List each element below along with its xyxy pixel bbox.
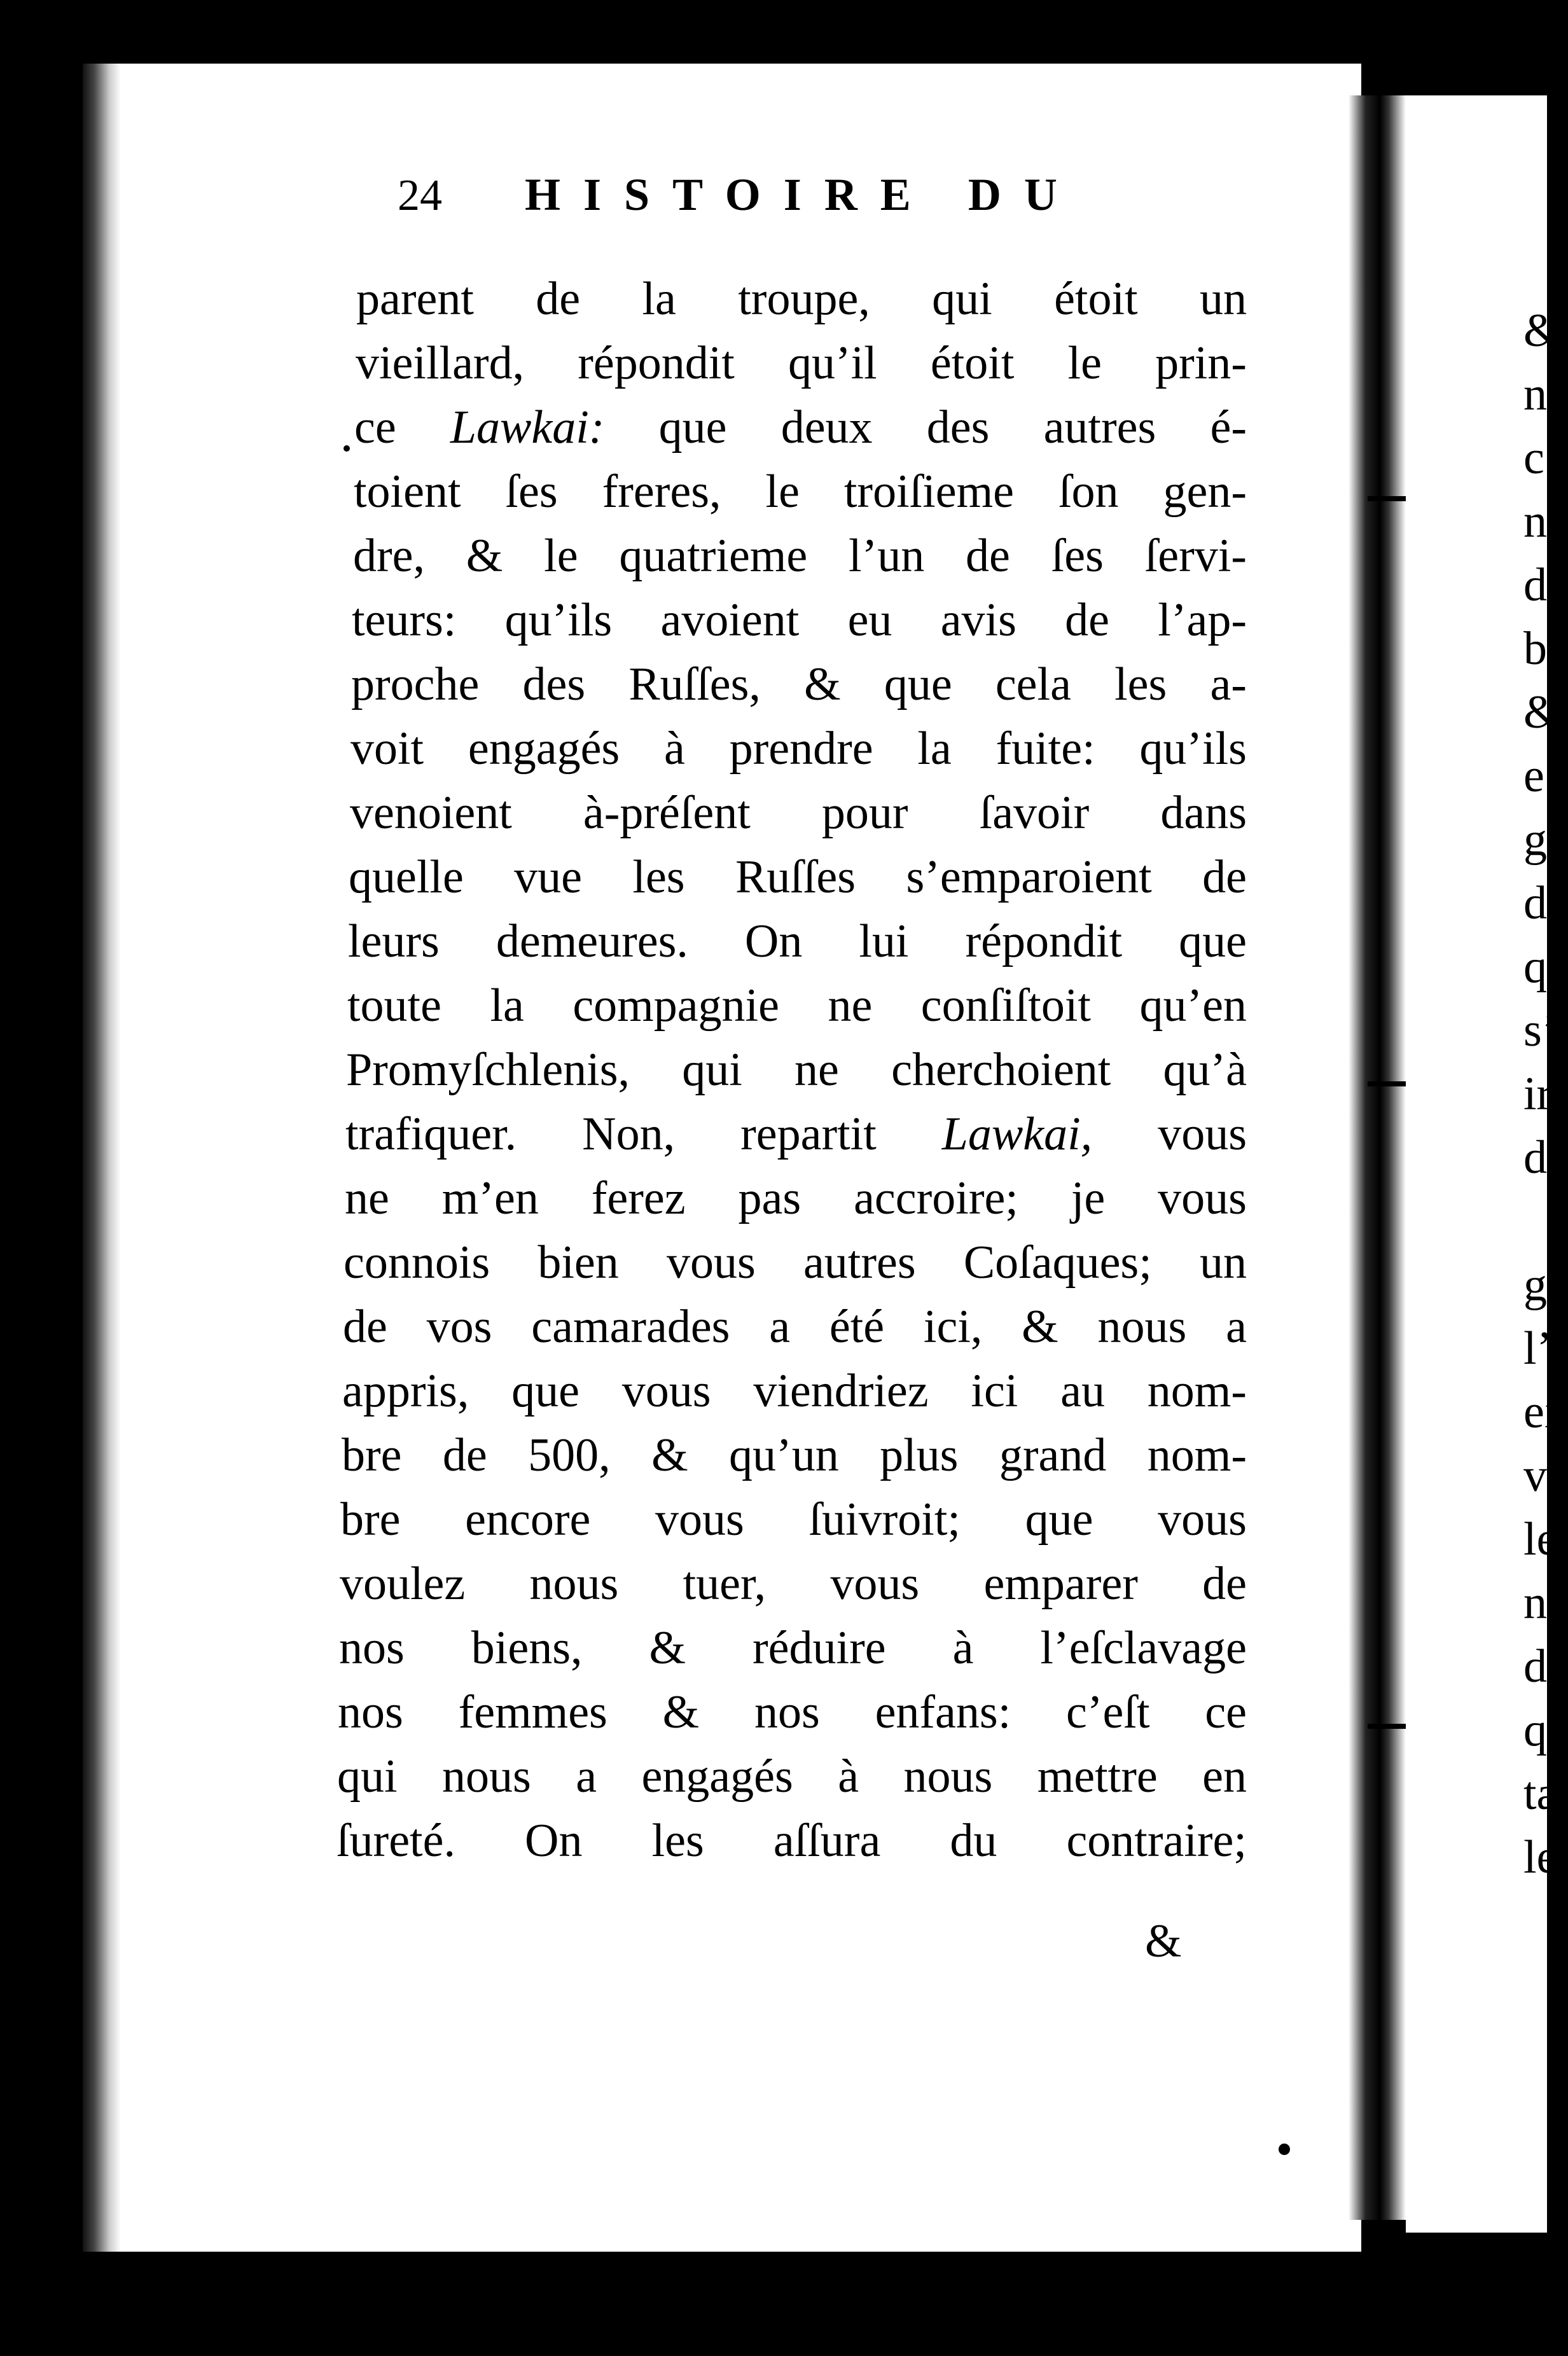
text-line: dre, & le quatrieme l’un de ſes ſervi- — [353, 530, 1247, 582]
facing-fragment: c — [1523, 432, 1544, 484]
facing-fragment: g — [1523, 814, 1547, 866]
page-number: 24 — [398, 171, 442, 220]
text-line: vieillard, répondit qu’il étoit le prin- — [356, 337, 1247, 389]
facing-fragment: n — [1523, 368, 1547, 420]
facing-fragment — [1523, 1189, 1568, 1253]
text-line: voit engagés à prendre la fuite: qu’ils — [350, 723, 1247, 775]
text-line: voulez nous tuer, vous emparer de — [340, 1558, 1247, 1610]
text-line: ſureté. On les aſſura du contraire; — [336, 1815, 1247, 1867]
text-line: de vos camarades a été ici, & nous a — [343, 1301, 1247, 1353]
body-text — [336, 267, 1247, 1873]
text-line: venoient à-préſent pour ſavoir dans — [350, 787, 1247, 839]
text-line: Promyſchlenis, qui ne cherchoient qu’à — [346, 1044, 1247, 1096]
text-line: bre de 500, & qu’un plus grand nom- — [342, 1429, 1247, 1481]
text-line: teurs: qu’ils avoient eu avis de l’ap- — [352, 594, 1247, 646]
text-line: bre encore vous ſuivroit; que vous — [340, 1493, 1247, 1546]
text-line: nos femmes & nos enfans: c’eſt ce — [338, 1686, 1247, 1738]
facing-fragment: de — [1523, 1640, 1568, 1693]
text-line: connois bien vous autres Coſaques; un — [343, 1237, 1247, 1289]
text-line: leurs demeures. On lui répondit que — [348, 915, 1247, 967]
facing-fragment: & — [1523, 305, 1560, 357]
text-line: ce Lawkai: que deux des autres é- — [354, 401, 1247, 454]
text-line: proche des Ruſſes, & que cela les a- — [351, 658, 1247, 710]
text-line: parent de la troupe, qui étoit un — [356, 273, 1247, 325]
facing-fragment: d — [1523, 559, 1547, 611]
facing-fragment: q — [1523, 941, 1547, 993]
text-line: toient ſes freres, le troiſieme ſon gen- — [354, 466, 1247, 518]
running-title: HISTOIRE DU — [525, 169, 1080, 220]
facing-fragment: l’ — [1523, 1322, 1553, 1375]
facing-fragment: n — [1523, 1577, 1547, 1629]
facing-fragment: ei — [1523, 1386, 1558, 1438]
facing-fragment: s’ — [1523, 1004, 1558, 1057]
text-line: toute la compagnie ne conſiſtoit qu’en — [347, 980, 1247, 1032]
text-line: appris, que vous viendriez ici au nom- — [342, 1365, 1247, 1417]
text-line: quelle vue les Ruſſes s’emparoient de — [349, 851, 1247, 903]
facing-fragment: e — [1523, 750, 1544, 802]
text-line: trafiquer. Non, repartit Lawkai, vous — [345, 1108, 1247, 1160]
ink-speck — [795, 32, 801, 41]
facing-fragment: n — [1523, 495, 1547, 548]
facing-fragment: le — [1523, 1513, 1558, 1565]
ink-speck — [343, 445, 350, 452]
facing-fragment: g — [1523, 1259, 1547, 1311]
book-gutter — [1349, 95, 1406, 2220]
facing-fragment: ta — [1523, 1768, 1558, 1820]
facing-fragment: & — [1523, 686, 1560, 738]
text-line: qui nous a engagés à nous mettre en — [337, 1750, 1247, 1803]
facing-fragment: ir — [1523, 1068, 1553, 1120]
text-line: ne m’en ferez pas accroire; je vous — [345, 1172, 1247, 1224]
facing-fragment: d — [1523, 877, 1547, 929]
running-head — [398, 169, 1080, 239]
catchword: & — [1145, 1915, 1182, 1967]
facing-page-fragments — [1523, 299, 1568, 1889]
facing-fragment: d — [1523, 1132, 1547, 1184]
facing-fragment: v — [1523, 1450, 1547, 1502]
facing-fragment: le — [1523, 1831, 1558, 1883]
facing-fragment: b — [1523, 623, 1547, 675]
text-line: nos biens, & réduire à l’eſclavage — [339, 1622, 1247, 1674]
facing-fragment: q — [1523, 1704, 1547, 1756]
ink-speck — [1279, 2144, 1290, 2155]
